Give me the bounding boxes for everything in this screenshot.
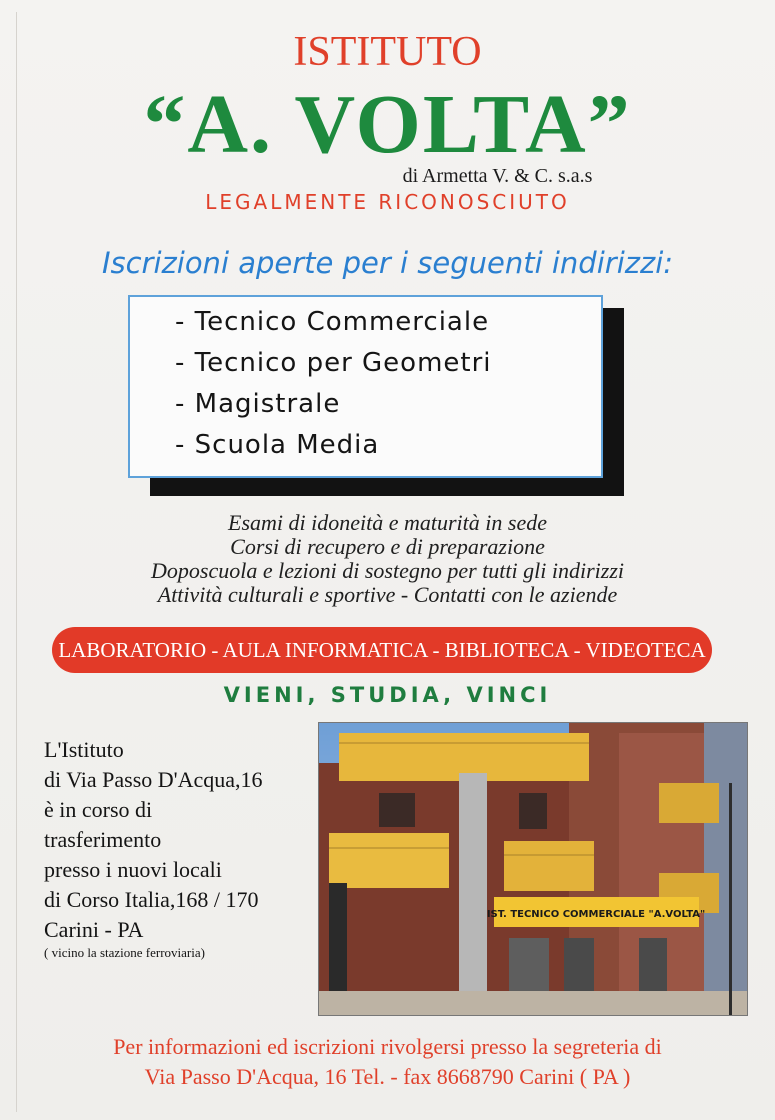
notice-line: L'Istituto <box>44 737 124 762</box>
service-line: Attività culturali e sportive - Contatti con le aziende <box>157 582 618 607</box>
service-line: Corsi di recupero e di preparazione <box>230 534 545 559</box>
notice-line: trasferimento <box>44 827 162 852</box>
building-sign-text: IST. TECNICO COMMERCIALE "A.VOLTA" <box>486 909 706 920</box>
course-item: - Tecnico per Geometri <box>175 348 492 378</box>
footer-line: Per informazioni ed iscrizioni rivolgersi presso la segreteria di <box>113 1034 662 1059</box>
facilities-banner: LABORATORIO - AULA INFORMATICA - BIBLIOTECA - VIDEOTECA <box>52 627 712 673</box>
course-item: - Scuola Media <box>175 430 380 460</box>
header-recognition: LEGALMENTE RICONOSCIUTO <box>205 190 570 214</box>
course-item: - Tecnico Commerciale <box>175 307 490 337</box>
notice-note: ( vicino la stazione ferroviaria) <box>44 945 205 960</box>
header-pre-title: ISTITUTO <box>293 29 482 75</box>
notice-line: di Via Passo D'Acqua,16 <box>44 767 263 792</box>
service-line: Doposcuola e lezioni di sostegno per tutti gli indirizzi <box>151 558 624 583</box>
notice-line: presso i nuovi locali <box>44 857 222 882</box>
course-item: - Magistrale <box>175 389 341 419</box>
relocation-notice <box>44 735 319 961</box>
footer-line: Via Passo D'Acqua, 16 Tel. - fax 8668790 Carini ( PA ) <box>144 1064 631 1089</box>
header-institute-name: “A. VOLTA” <box>143 78 632 171</box>
slogan: VIENI, STUDIA, VINCI <box>223 683 552 707</box>
notice-line: è in corso di <box>44 797 153 822</box>
course-list-box <box>128 295 603 478</box>
services-list <box>0 511 775 607</box>
notice-line: di Corso Italia,168 / 170 <box>44 887 259 912</box>
notice-line: Carini - PA <box>44 917 144 942</box>
contact-footer <box>0 1032 775 1092</box>
building-photo <box>318 722 748 1016</box>
enrollment-heading: Iscrizioni aperte per i seguenti indirizzi: <box>101 246 674 280</box>
header-owner: di Armetta V. & C. s.a.s <box>402 165 593 187</box>
service-line: Esami di idoneità e maturità in sede <box>228 510 547 535</box>
building-illustration <box>319 723 747 1015</box>
